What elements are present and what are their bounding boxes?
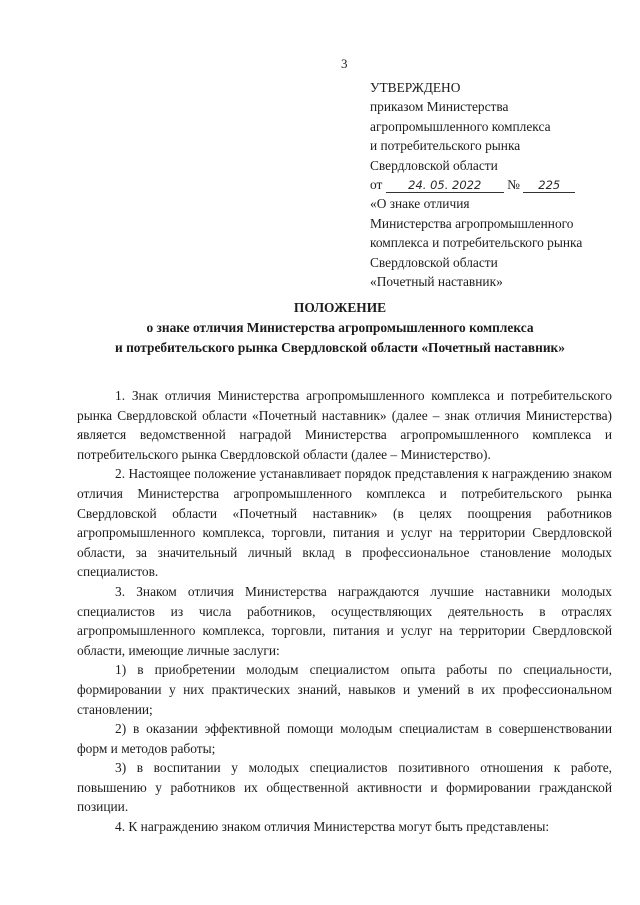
paragraph: 3. Знаком отличия Министерства награждаются лучшие наставники молодых специалистов из числа работников, осуществляющих деятельность в отраслях агропромышленного комплекса, торговли, питания и услуг на территории Свердловской области, имеющие личные заслуги: (77, 583, 612, 658)
paragraph: 4. К награждению знаком отличия Министерства могут быть представлены: (115, 819, 550, 835)
handwritten-number: 225 (523, 178, 575, 193)
document-subtitle-line2: и потребительского рынка Свердловской области «Почетный наставник» (115, 340, 565, 355)
approval-line: Свердловской области (370, 157, 498, 173)
document-subtitle-line1: о знаке отличия Министерства агропромышленного комплекса (146, 320, 534, 335)
paragraph: 1. Знак отличия Министерства агропромышленного комплекса и потребительского рынка Свердловской области «Почетный наставник» (далее – знак отличия Министерства) является ведомственной наградой Министерства агропромышленного комплекса и потребительского рынка Свердловской области (далее – Министерство). (77, 388, 612, 462)
approval-block (370, 78, 620, 291)
paragraph: 2. Настоящее положение устанавливает порядок представления к награждению знаком отличия Министерства агропромышленного комплекса и потребительского рынка Свердловской области «Почетный наставник» (в целях поощрения работников агропромышленного комплекса, торговли, питания и услуг на территории Свердловской области, за значительный личный вклад в профессиональное становление молодых специалистов. (77, 466, 612, 580)
date-prefix: от (370, 177, 383, 193)
document-body (77, 386, 612, 837)
approval-line: приказом Министерства (370, 99, 509, 115)
approval-date-line (370, 175, 620, 194)
page-number: 3 (341, 56, 348, 71)
handwritten-date: 24. 05. 2022 (386, 178, 504, 193)
subject-line: комплекса и потребительского рынка (370, 235, 583, 251)
subject-line: «О знаке отличия (370, 196, 470, 212)
paragraph: 3) в воспитании у молодых специалистов позитивного отношения к работе, повышению у работников их общественной активности и формировании гражданской позиции. (77, 760, 612, 815)
subject-line: «Почетный наставник» (370, 274, 503, 290)
subject-line: Свердловской области (370, 254, 498, 270)
paragraph: 2) в оказании эффективной помощи молодым специалистам в совершенствовании форм и методов работы; (77, 721, 612, 756)
document-title: ПОЛОЖЕНИЕ (293, 300, 387, 315)
approval-heading: УТВЕРЖДЕНО (370, 80, 461, 95)
number-prefix: № (507, 177, 520, 193)
approval-line: агропромышленного комплекса (370, 118, 551, 134)
paragraph: 1) в приобретении молодым специалистом опыта работы по специальности, формировании у них практических знаний, навыков и умений в их профессиональном становлении; (77, 662, 612, 717)
subject-line: Министерства агропромышленного (370, 215, 574, 231)
approval-line: и потребительского рынка (370, 138, 521, 154)
